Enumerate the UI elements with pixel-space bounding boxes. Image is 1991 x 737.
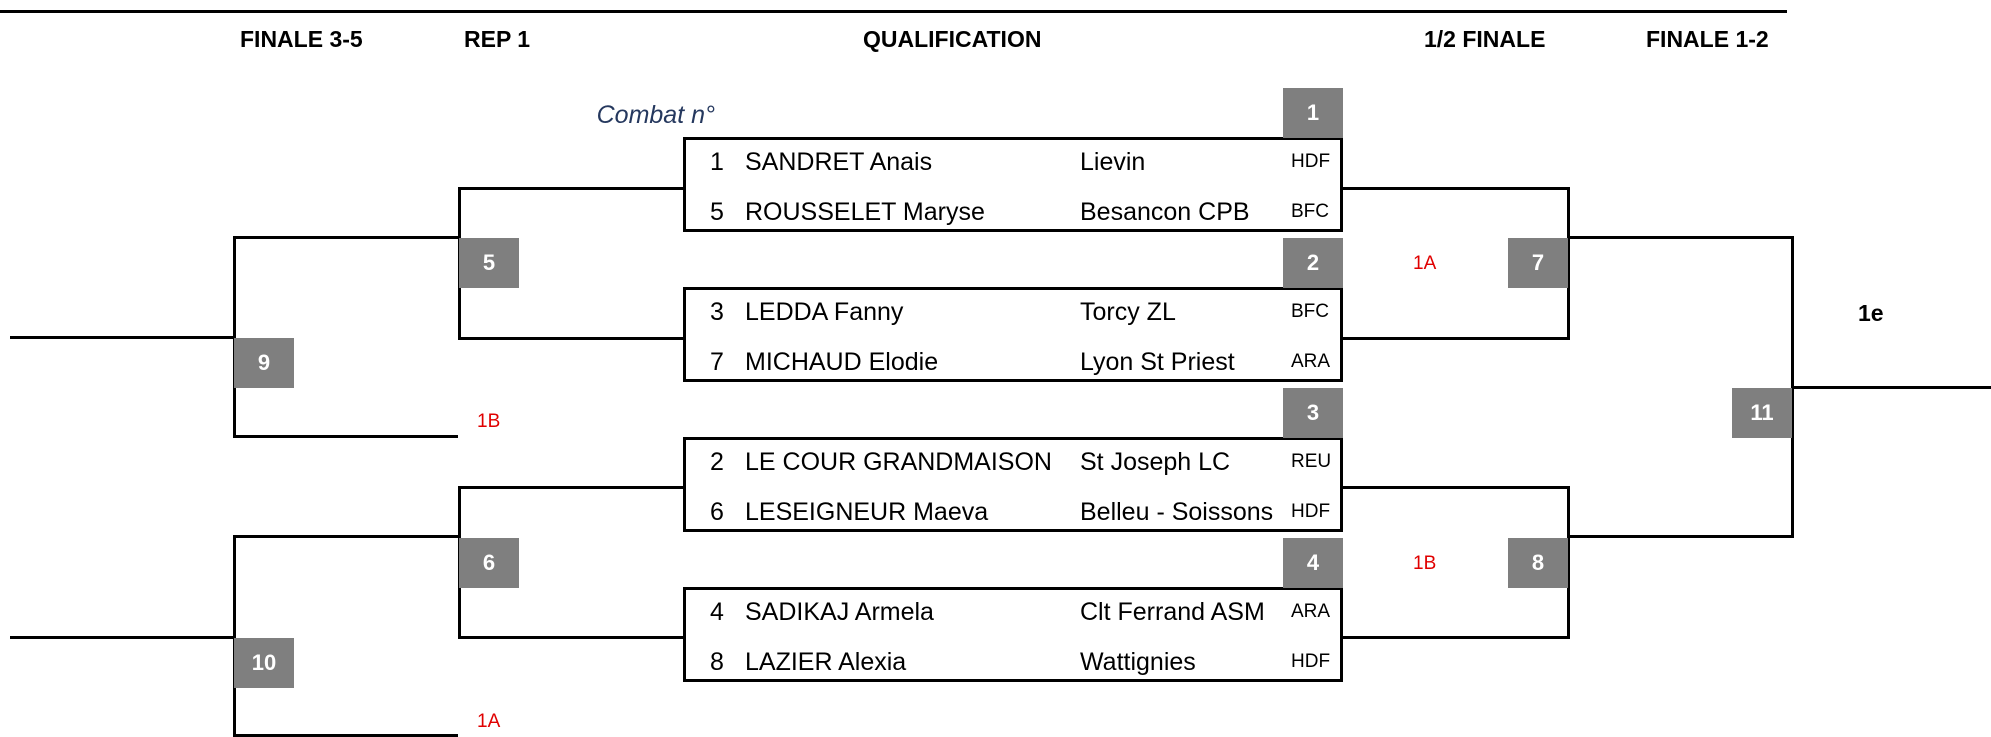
fighter-row [686,337,1340,387]
fighter-club: Lyon St Priest [1080,348,1235,376]
fighter-club: Clt Ferrand ASM [1080,598,1265,626]
fighter-region: BFC [1291,201,1329,222]
f35-line [233,535,461,538]
fighter-name: LE COUR GRANDMAISON [745,448,1052,476]
fighter-name: SADIKAJ Armela [745,598,934,626]
fighter-club: St Joseph LC [1080,448,1231,476]
fighter-name: SANDRET Anais [745,148,933,176]
fighter-seed: 8 [710,648,724,676]
fighter-row [686,287,1340,337]
rep-line [458,337,683,340]
final-line [1567,535,1794,538]
fighter-club: Wattignies [1080,648,1196,676]
final-line [1567,236,1794,239]
rep-line [458,636,683,639]
fighter-seed: 4 [710,598,724,626]
fighter-region: HDF [1291,501,1331,522]
fighter-seed: 3 [710,298,724,326]
fighter-row [686,187,1340,237]
first-place-label: 1e [1858,300,1884,326]
combat-number-10: 10 [234,638,294,688]
f35-line [10,636,236,639]
semi-ref-top: 1A [1413,253,1437,274]
combat-number-6: 6 [459,538,519,588]
rep-line [458,486,683,489]
fighter-row [686,637,1340,687]
header-rep-1: REP 1 [464,26,531,52]
header-qualification: QUALIFICATION [863,26,1042,52]
rep-line [458,187,683,190]
fighter-seed: 5 [710,198,724,226]
f35-line [10,336,236,339]
fighter-club: Lievin [1080,148,1146,176]
combat-number-2: 2 [1283,238,1343,288]
fighter-region: BFC [1291,301,1329,322]
f35-line [233,236,461,239]
fighter-club: Besancon CPB [1080,198,1250,226]
fighter-region: ARA [1291,601,1331,622]
fighter-seed: 6 [710,498,724,526]
fighter-region: ARA [1291,351,1331,372]
fighter-name: LAZIER Alexia [745,648,907,676]
f35-line [233,435,458,438]
combat-number-8: 8 [1508,538,1568,588]
fighter-row [686,437,1340,487]
fighter-seed: 1 [710,148,724,176]
semi-line [1343,187,1570,190]
fighter-row [686,137,1340,187]
fighter-name: ROUSSELET Maryse [745,198,985,226]
combat-number-1: 1 [1283,88,1343,138]
combat-number-9: 9 [234,338,294,388]
bout-box-3 [683,437,1343,532]
bout-box-4 [683,587,1343,682]
header-finale-3-5: FINALE 3-5 [240,26,363,52]
bout-box-2 [683,287,1343,382]
combat-number-5: 5 [459,238,519,288]
fighter-club: Torcy ZL [1080,298,1176,326]
fighter-name: MICHAUD Elodie [745,348,939,376]
fighter-seed: 7 [710,348,724,376]
fighter-club: Belleu - Soissons [1080,498,1274,526]
semi-line [1343,486,1570,489]
bout-box-1 [683,137,1343,232]
header-finale-1-2: FINALE 1-2 [1646,26,1769,52]
fighter-row [686,487,1340,537]
combat-number-3: 3 [1283,388,1343,438]
rep-ref-bottom: 1A [477,711,501,732]
fighter-seed: 2 [710,448,724,476]
semi-ref-bottom: 1B [1413,553,1437,574]
top-rule [0,10,1787,13]
fighter-name: LESEIGNEUR Maeva [745,498,989,526]
combat-number-label: Combat n° [596,101,715,129]
fighter-region: HDF [1291,651,1331,672]
combat-number-11: 11 [1732,388,1792,438]
rep-ref-top: 1B [477,411,501,432]
combat-number-7: 7 [1508,238,1568,288]
fighter-name: LEDDA Fanny [745,298,904,326]
combat-number-4: 4 [1283,538,1343,588]
final-line [1791,386,1991,389]
semi-line [1343,337,1570,340]
fighter-region: REU [1291,451,1332,472]
fighter-row [686,587,1340,637]
fighter-region: HDF [1291,151,1331,172]
semi-line [1343,636,1570,639]
header-half-final: 1/2 FINALE [1424,26,1546,52]
